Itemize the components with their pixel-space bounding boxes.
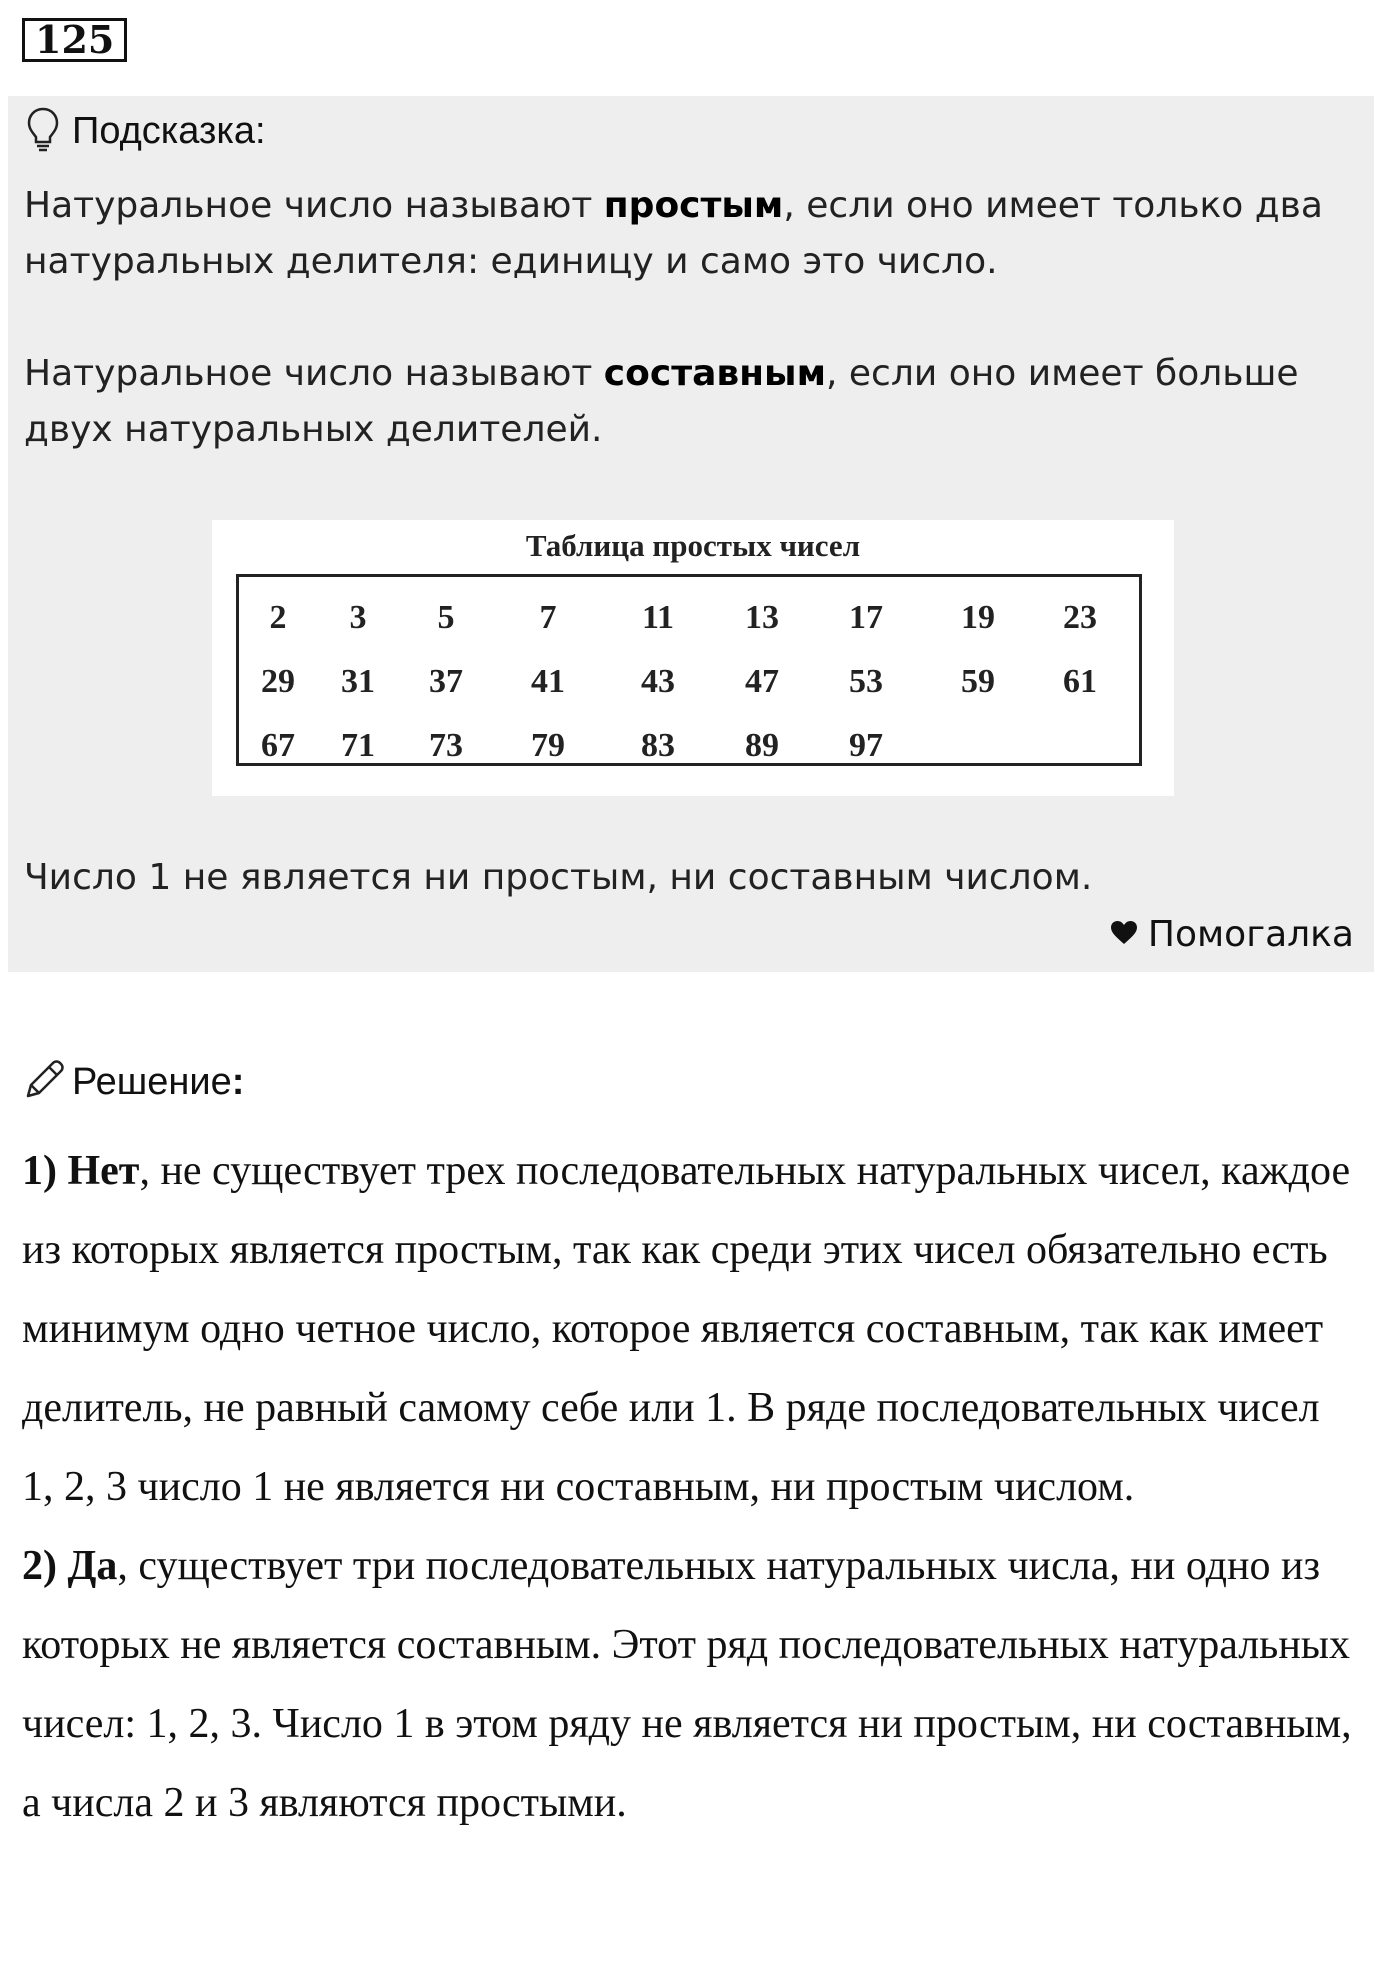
prime-number: 11 — [641, 599, 675, 636]
prime-number: 5 — [437, 599, 455, 636]
prime-number: 41 — [531, 663, 565, 700]
answer-1-text: , не существует трех последовательных натуральных чисел, каждое из которых является простым, так как среди этих чисел обязательно есть минимум одно четное число, которое является составным, так как имеет делитель, не равный самому себе или 1. В ряде последовательных чисел 1, 2, 3 число 1 не является ни составным, ни простым числом. — [22, 1148, 1351, 1510]
hint-prime-definition — [24, 178, 1344, 290]
answer-2 — [22, 1527, 1352, 1843]
task-number-text: 125 — [35, 17, 115, 62]
hint-composite-definition — [24, 346, 1344, 458]
answer-2-text: , существует три последовательных натуральных числа, ни одно из которых не является составным. Этот ряд последовательных натуральных чисел: 1, 2, 3. Число 1 в этом ряду не является ни простым, ни составным, а числа 2 и 3 являются простыми. — [22, 1543, 1352, 1826]
prime-number: 67 — [261, 727, 295, 764]
brand-label — [1110, 914, 1354, 955]
solution-title — [72, 1061, 244, 1104]
prime-number: 19 — [961, 599, 995, 636]
hint-p2-term: составным — [603, 353, 827, 394]
prime-number: 23 — [1063, 599, 1097, 636]
prime-number: 73 — [429, 727, 463, 764]
prime-table-row — [239, 715, 1139, 777]
hint-note: Число 1 не является ни простым, ни составным числом. — [24, 857, 1093, 898]
task-number — [22, 18, 127, 62]
solution-header — [22, 1058, 244, 1107]
prime-number: 83 — [641, 727, 675, 764]
heart-icon — [1110, 914, 1138, 955]
prime-table-row — [239, 651, 1139, 713]
prime-table — [236, 574, 1142, 766]
prime-number: 31 — [341, 663, 375, 700]
hint-p1-text: Натуральное число называют — [24, 185, 604, 226]
solution-body — [22, 1132, 1352, 1843]
prime-number: 53 — [849, 663, 883, 700]
hint-p2-text: Натуральное число называют — [24, 353, 604, 394]
prime-number: 17 — [849, 599, 883, 636]
prime-number: 79 — [531, 727, 565, 764]
hint-p1-rest: , если оно имеет только два натуральных делителя: единицу и само это число. — [24, 185, 1323, 282]
prime-table-title: Таблица простых чисел — [525, 528, 861, 563]
prime-number: 37 — [429, 663, 463, 700]
prime-number: 2 — [269, 599, 287, 636]
solution-title-colon: : — [231, 1061, 245, 1103]
prime-number: 97 — [849, 727, 883, 764]
hint-header — [26, 106, 266, 157]
prime-number: 47 — [745, 663, 779, 700]
prime-number: 13 — [745, 599, 779, 636]
brand-name: Помогалка — [1147, 914, 1354, 955]
prime-number: 3 — [349, 599, 367, 636]
prime-table-image — [212, 520, 1174, 796]
hint-p1-term: простым — [603, 185, 784, 226]
prime-table-row — [239, 587, 1139, 649]
hint-box — [8, 96, 1374, 972]
answer-2-label: 2) Да — [22, 1543, 118, 1589]
solution-title-text: Решение — [72, 1061, 232, 1103]
pencil-icon — [22, 1058, 66, 1107]
prime-number: 61 — [1063, 663, 1097, 700]
prime-number: 59 — [961, 663, 995, 700]
prime-number: 29 — [261, 663, 295, 700]
answer-1 — [22, 1132, 1352, 1527]
hint-p2-rest: , если оно имеет больше двух натуральных делителей. — [24, 353, 1299, 450]
prime-number: 43 — [641, 663, 675, 700]
prime-number: 71 — [341, 727, 375, 764]
hint-title: Подсказка: — [72, 110, 266, 152]
prime-number: 7 — [539, 599, 557, 636]
prime-number: 89 — [745, 727, 779, 764]
lightbulb-icon — [26, 106, 60, 157]
answer-1-label: 1) Нет — [22, 1148, 140, 1194]
